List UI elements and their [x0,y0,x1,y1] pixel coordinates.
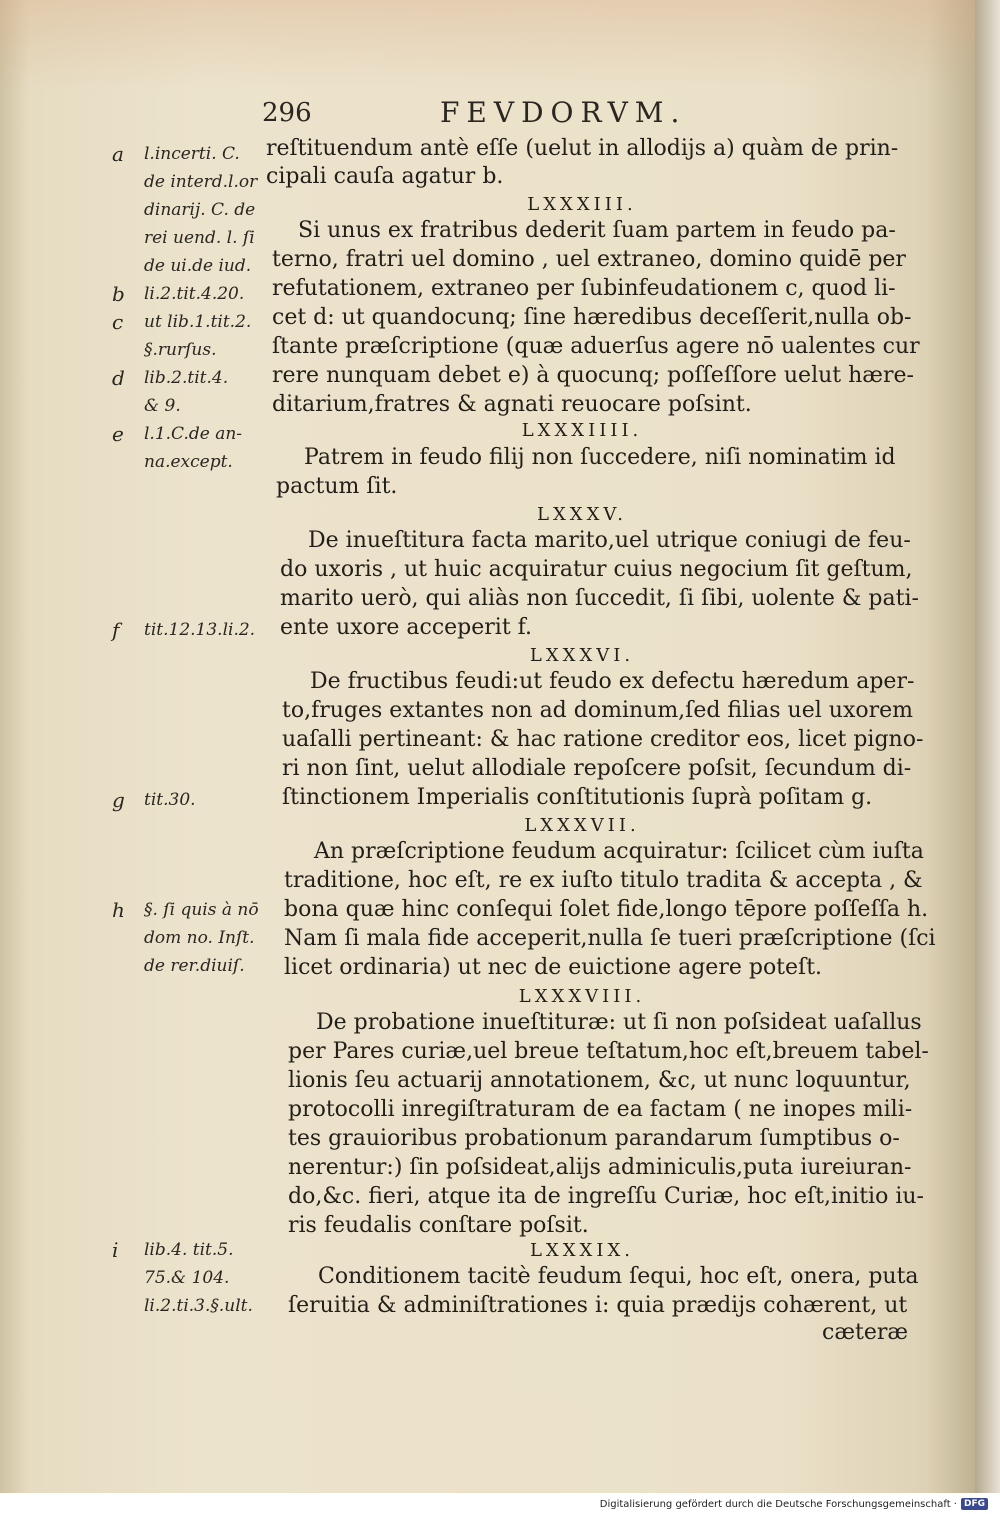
text-line: rere nunquam debet e) à quocunq; poſſeſſore uelut hære- [272,363,914,388]
text-line: do,&c. fieri, atque ita de ingreſſu Curiæ, hoc eſt,initio iu- [288,1184,924,1209]
margin-note: na.except. [144,452,233,472]
text-line: Si unus ex fratribus dederit ſuam partem in feudo pa- [298,218,896,243]
section-heading: LXXXV. [537,504,627,525]
text-line: ente uxore acceperit f. [280,615,533,640]
text-line: marito uerò, qui aliàs non ſuccedit, ſi ſibi, uolente & pati- [280,586,919,611]
section-heading: LXXXIIII. [521,420,643,441]
margin-note: dom no. Inſt. [144,928,255,948]
text-line: per Pares curiæ,uel breue teſtatum,hoc eſt,breuem tabel- [288,1039,929,1064]
text-line: bona quæ hinc conſequi ſolet fide,longo tēpore poſſeſſa h. [284,897,929,922]
text-line: terno, fratri uel domino , uel extraneo, domino quidē per [272,247,906,272]
section-heading: LXXXIII. [527,194,637,215]
margin-note: rei uend. l. ſi [144,228,255,248]
margin-note: f tit.12.13.li.2. [112,618,256,642]
text-line: De fructibus feudi:ut feudo ex defectu hæredum aper- [310,669,915,694]
text-line: do uxoris , ut huic acquiratur cuius negocium ſit geſtum, [280,557,913,582]
margin-note: de rer.diuiſ. [144,956,245,976]
text-line: to,fruges extantes non ad dominum,ſed filias uel uxorem [282,698,913,723]
text-line: Nam ſi mala fide acceperit,nulla ſe tueri præſcriptione (ſci [284,926,936,951]
dfg-logo: DFG [961,1498,988,1510]
section-heading: LXXXIX. [529,1240,635,1261]
text-line: cipali cauſa agatur b. [266,164,504,189]
section-heading: LXXXVIII. [518,986,646,1007]
margin-note: h §. ſi quis à nō [112,898,259,922]
text-line: ris feudalis conſtare poſsit. [288,1213,589,1238]
text-line: protocolli inregiſtraturam de ea factam ( ne inopes mili- [288,1097,913,1122]
text-line: tes grauioribus probationum parandarum ſumptibus o- [288,1126,900,1151]
text-line: nerentur:) ſin poſsideat,alijs adminiculis,puta iureiuran- [288,1155,912,1180]
text-line: lionis ſeu actuarij annotationem, &c, ut nunc loquuntur, [288,1068,911,1093]
margin-note: dinarij. C. de [144,200,256,220]
catchword: cæteræ [822,1320,909,1345]
text-line: cet d: ut quandocunq; ſine hæredibus deceſſerit,nulla ob- [272,305,912,330]
section-heading: LXXXVI. [529,645,635,666]
margin-note: & 9. [144,396,181,416]
text-line: pactum ſit. [276,474,398,499]
text-line: An præſcriptione feudum acquiratur: ſcilicet cùm iuſta [314,839,924,864]
margin-note: de interd.l.or [144,172,258,192]
margin-note: i lib.4. tit.5. [112,1238,234,1262]
running-head: FEVDORVM. [440,96,687,129]
page-number: 296 [262,98,312,128]
margin-note: §.rurſus. [144,340,217,360]
text-line: ri non ſint, uelut allodiale repoſcere poſsit, ſecundum di- [282,756,912,781]
margin-note: li.2.ti.3.§.ult. [144,1296,253,1316]
footer-text: Digitalisierung gefördert durch die Deutsche Forschungsgemeinschaft · [599,1498,957,1510]
text-line: uaſalli pertineant: & hac ratione creditor eos, licet pigno- [282,727,924,752]
margin-note: e l.1.C.de an- [112,422,243,446]
text-line: reſtituendum antè eſſe (uelut in allodijs a) quàm de prin- [266,136,899,161]
page-stain [0,0,975,90]
section-heading: LXXXVII. [524,815,640,836]
margin-note: de ui.de iud. [144,256,252,276]
margin-note: c ut lib.1.tit.2. [112,310,252,334]
text-line: refutationem, extraneo per ſubinfeudationem c, quod li- [272,276,896,301]
text-line: licet ordinaria) ut nec de euictione agere poteſt. [284,955,823,980]
margin-note: b li.2.tit.4.20. [112,282,245,306]
margin-note: a l.incerti. C. [112,142,240,166]
margin-note: g tit.30. [112,788,196,812]
text-line: traditione, hoc eſt, re ex iuſto titulo tradita & accepta , & [284,868,923,893]
text-line: ſtante præſcriptione (quæ aduerſus agere nō ualentes cur [272,334,920,359]
text-line: ſeruitia & adminiſtrationes i: quia prædijs cohærent, ut [288,1293,908,1318]
text-line: Patrem in feudo filij non ſuccedere, niſi nominatim id [304,445,896,470]
page-edge [975,0,1000,1493]
funding-footer [600,1498,988,1510]
text-line: ſtinctionem Imperialis conſtitutionis ſuprà poſitam g. [282,785,873,810]
text-line: Conditionem tacitè feudum ſequi, hoc eſt, onera, puta [318,1264,919,1289]
text-line: De probatione inueſtituræ: ut ſi non poſsideat uaſallus [316,1010,922,1035]
margin-note: 75.& 104. [144,1268,230,1288]
text-line: De inueſtitura facta marito,uel utrique coniugi de feu- [308,528,911,553]
text-line: ditarium,fratres & agnati reuocare poſsint. [272,392,752,417]
margin-note: d lib.2.tit.4. [112,366,229,390]
